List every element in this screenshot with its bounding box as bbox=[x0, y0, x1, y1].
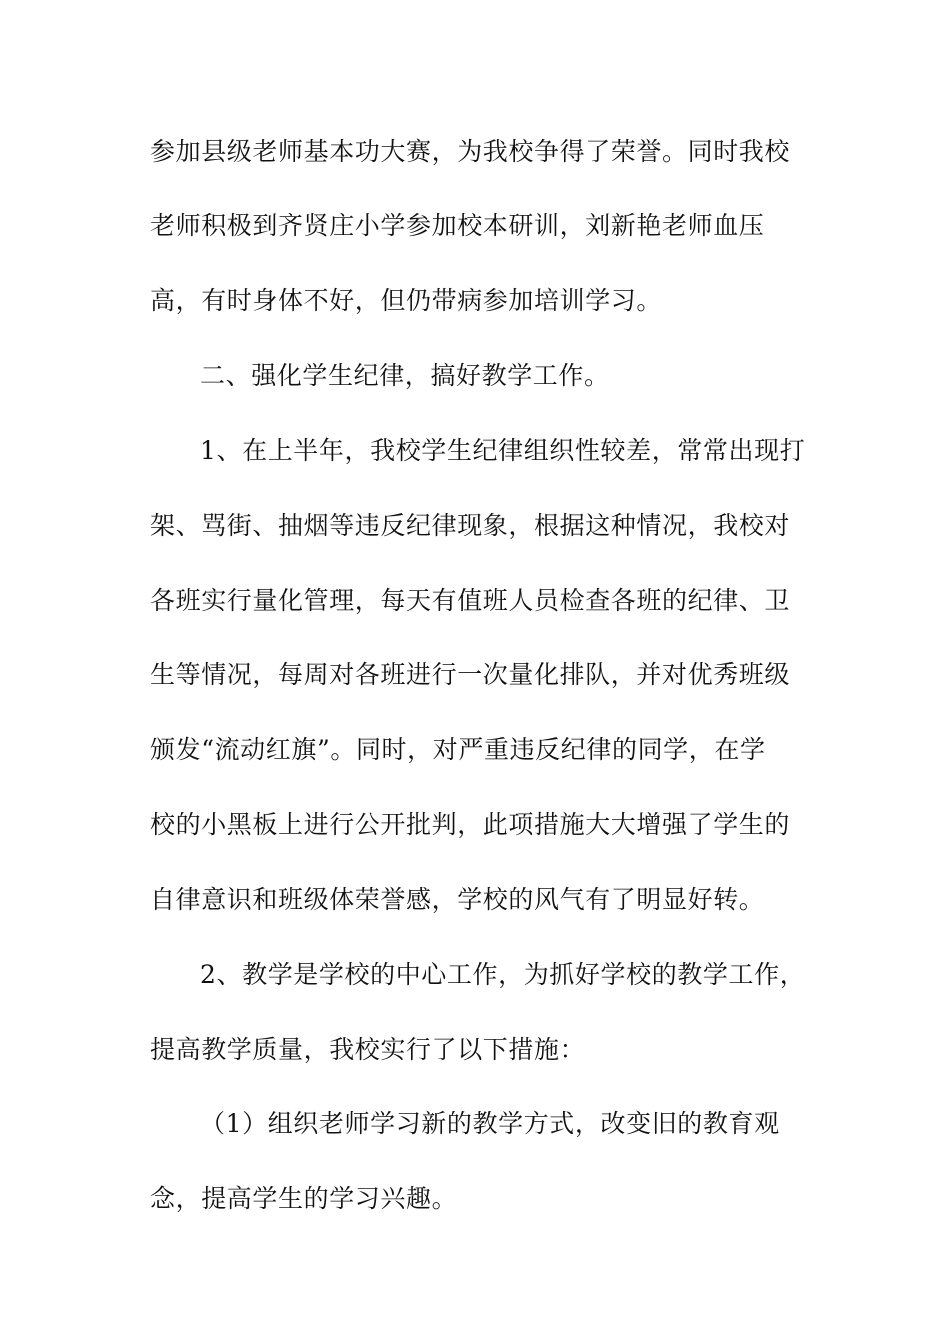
text-line: 各班实行量化管理，每天有值班人员检查各班的纪律、卫 bbox=[150, 586, 791, 615]
section-heading: 二、强化学生纪律，搞好教学工作。 bbox=[200, 361, 610, 390]
text-line: 1、在上半年，我校学生纪律组织性较差，常常出现打 bbox=[200, 436, 806, 465]
text-line: 念，提高学生的学习兴趣。 bbox=[150, 1184, 458, 1213]
text-line: 提高教学质量，我校实行了以下措施： bbox=[150, 1035, 586, 1064]
text-line: 架、骂街、抽烟等违反纪律现象，根据这种情况，我校对 bbox=[150, 511, 791, 540]
text-line: 参加县级老师基本功大赛，为我校争得了荣誉。同时我校 bbox=[150, 137, 791, 166]
text-line: 生等情况，每周对各班进行一次量化排队，并对优秀班级 bbox=[150, 660, 791, 689]
text-line: （1）组织老师学习新的教学方式，改变旧的教育观 bbox=[200, 1109, 780, 1138]
text-line: 颁发“流动红旗”。同时，对严重违反纪律的同学，在学 bbox=[150, 735, 766, 764]
text-line: 老师积极到齐贤庄小学参加校本研训，刘新艳老师血压 bbox=[150, 211, 765, 240]
text-line: 2、教学是学校的中心工作，为抓好学校的教学工作， bbox=[200, 960, 806, 989]
text-line: 校的小黑板上进行公开批判，此项措施大大增强了学生的 bbox=[150, 810, 791, 839]
text-line: 自律意识和班级体荣誉感，学校的风气有了明显好转。 bbox=[150, 885, 765, 914]
text-line: 高，有时身体不好，但仍带病参加培训学习。 bbox=[150, 286, 663, 315]
